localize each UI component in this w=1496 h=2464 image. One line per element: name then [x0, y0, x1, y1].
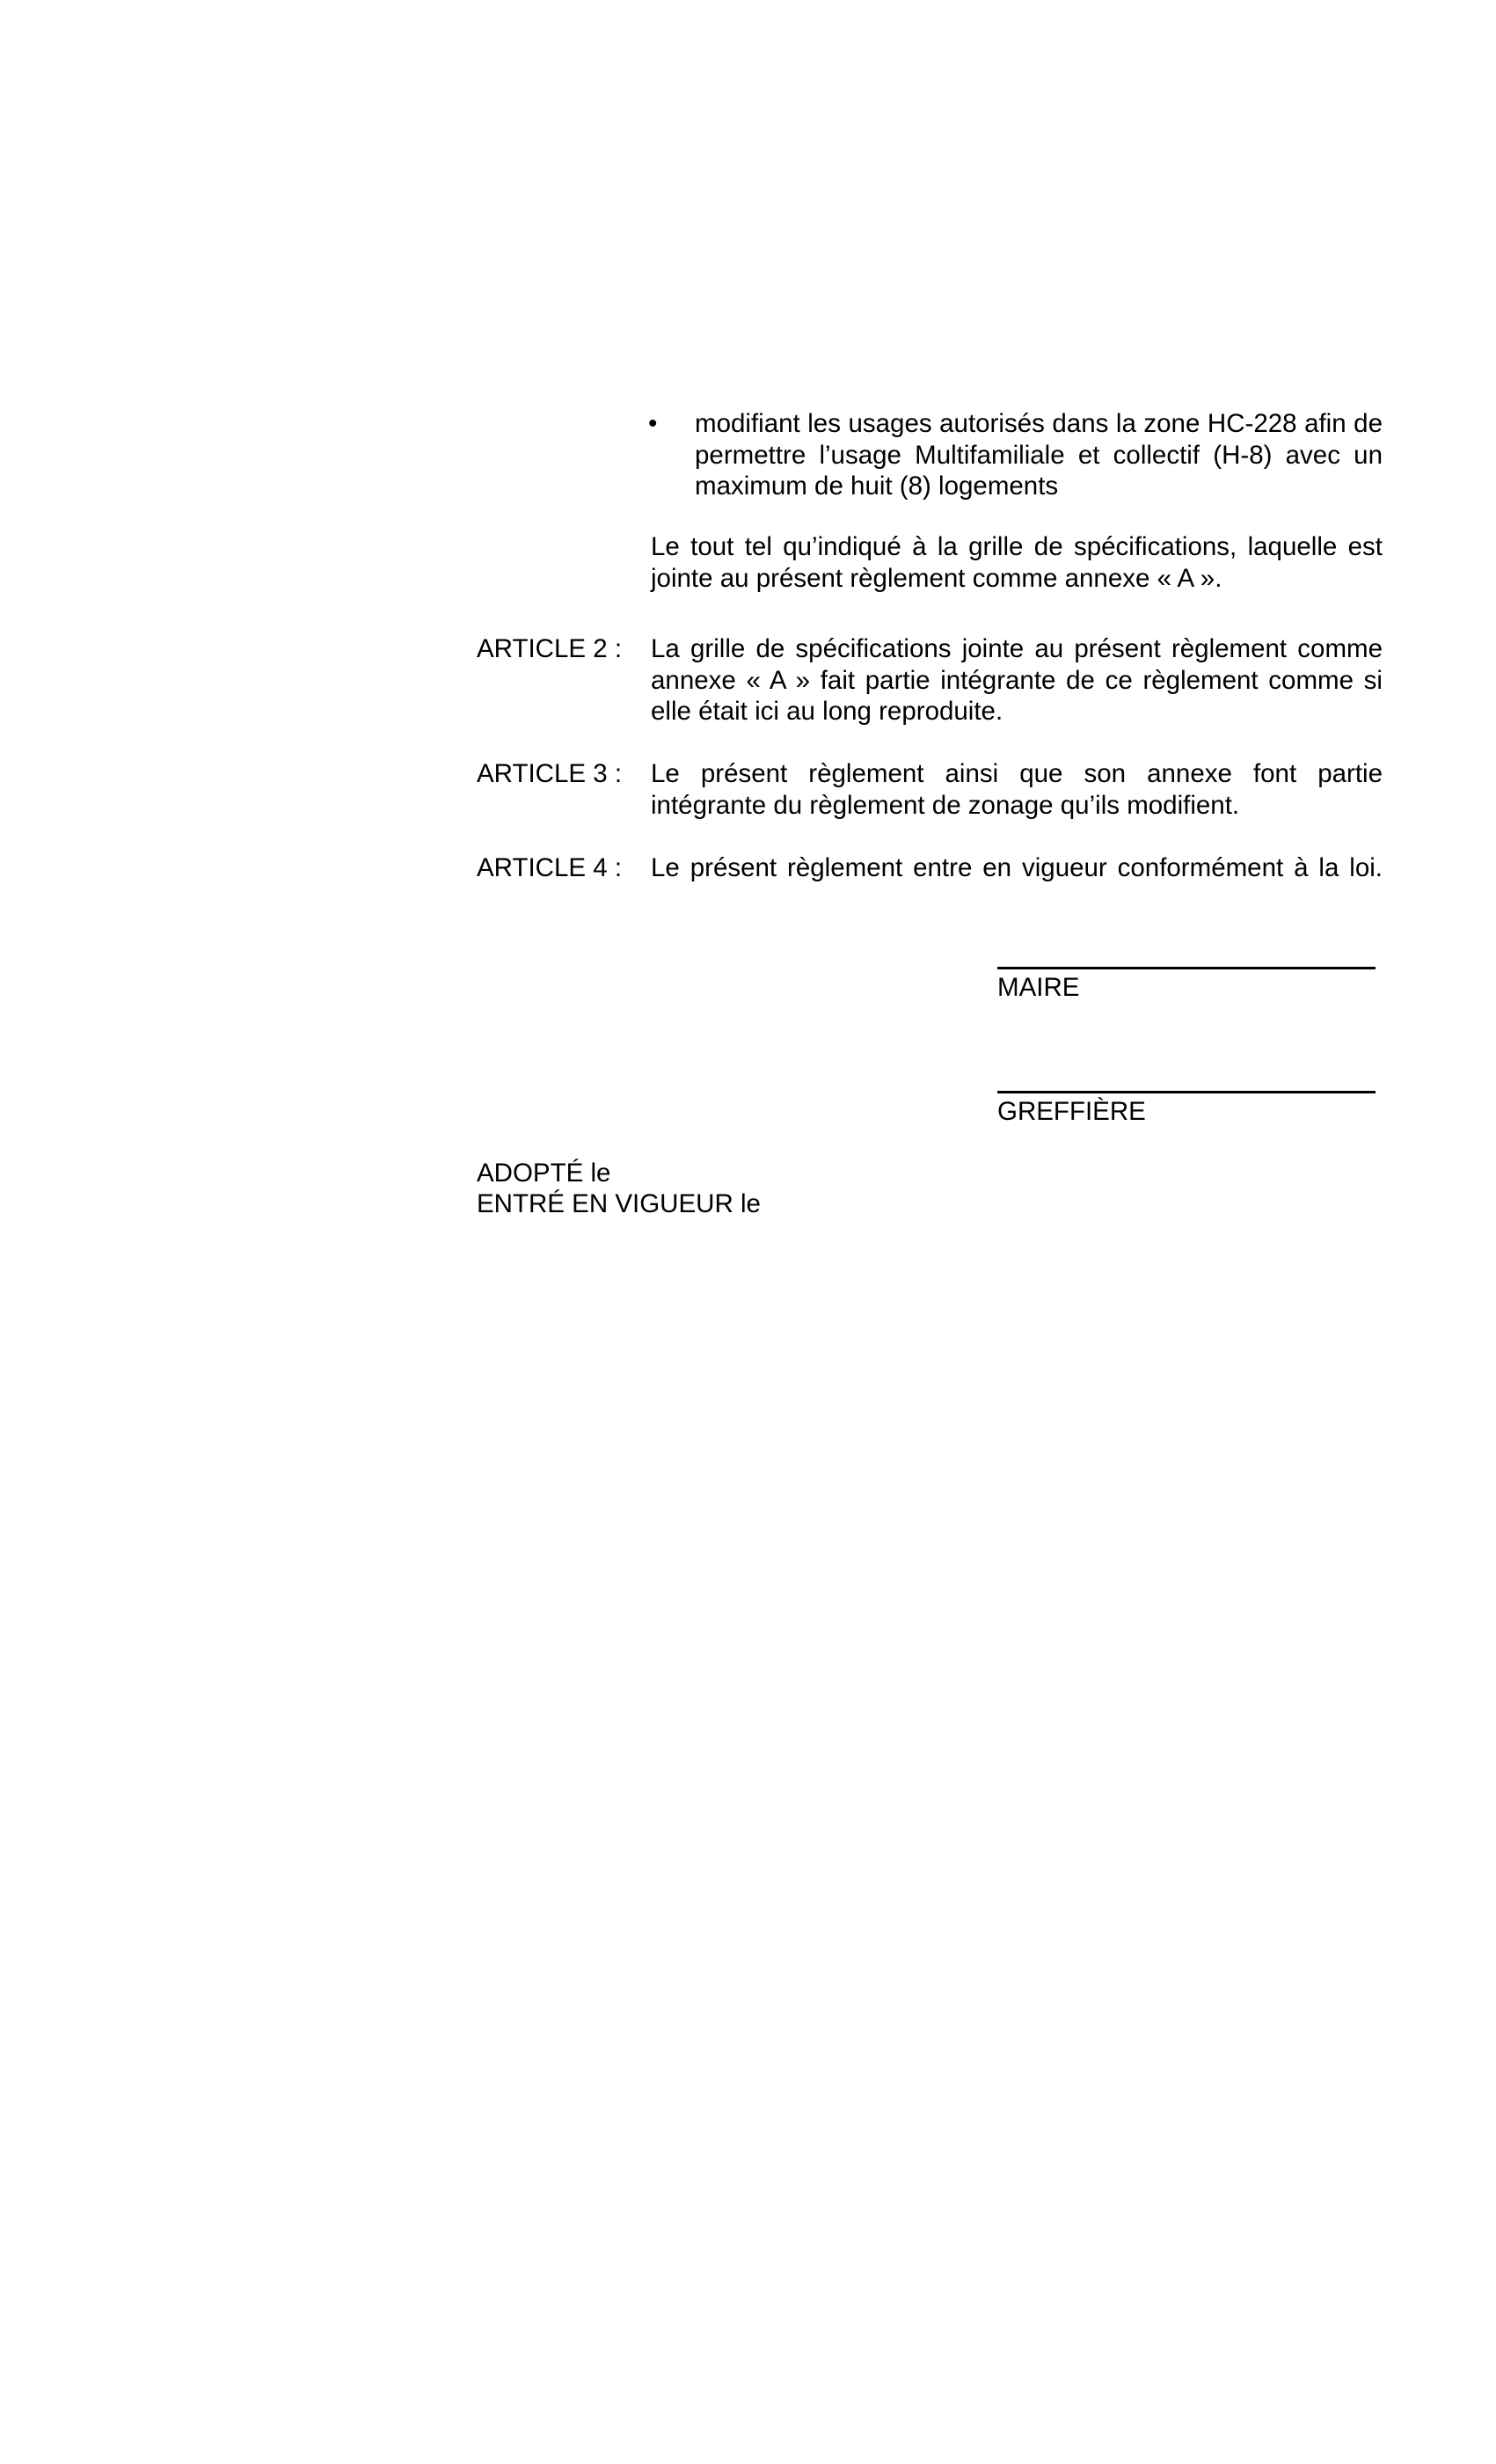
- intro-paragraph: Le tout tel qu’indiqué à la grille de spécifications, laquelle est jointe au présent règlement comme annexe « A ».: [651, 532, 1383, 593]
- clerk-label: GREFFIÈRE: [997, 1097, 1146, 1126]
- bullet-text: modifiant les usages autorisés dans la zone HC-228 afin de permettre l’usage Multifamiliale et collectif (H-8) avec un maximum de huit (8) logements: [695, 409, 1383, 501]
- mayor-label: MAIRE: [997, 973, 1080, 1002]
- article-2-text: La grille de spécifications jointe au présent règlement comme annexe « A » fait partie intégrante de ce règlement comme si elle était ici au long reproduite.: [651, 634, 1383, 726]
- clerk-signature-line: [997, 1091, 1376, 1093]
- bullet-item: [648, 408, 1383, 502]
- article-3-text: Le présent règlement ainsi que son annexe font partie intégrante du règlement de zonage qu’ils modifient.: [651, 759, 1383, 820]
- bullet-marker: •: [648, 409, 658, 438]
- article-4-label: ARTICLE 4 :: [477, 853, 623, 882]
- in-force-date-label: ENTRÉ EN VIGUEUR le: [477, 1189, 761, 1218]
- article-2-label: ARTICLE 2 :: [477, 634, 623, 663]
- article-3-label: ARTICLE 3 :: [477, 759, 623, 788]
- adopted-date-label: ADOPTÉ le: [477, 1159, 611, 1188]
- article-4-text: Le présent règlement entre en vigueur conformément à la loi.: [651, 853, 1383, 882]
- mayor-signature-line: [997, 967, 1376, 969]
